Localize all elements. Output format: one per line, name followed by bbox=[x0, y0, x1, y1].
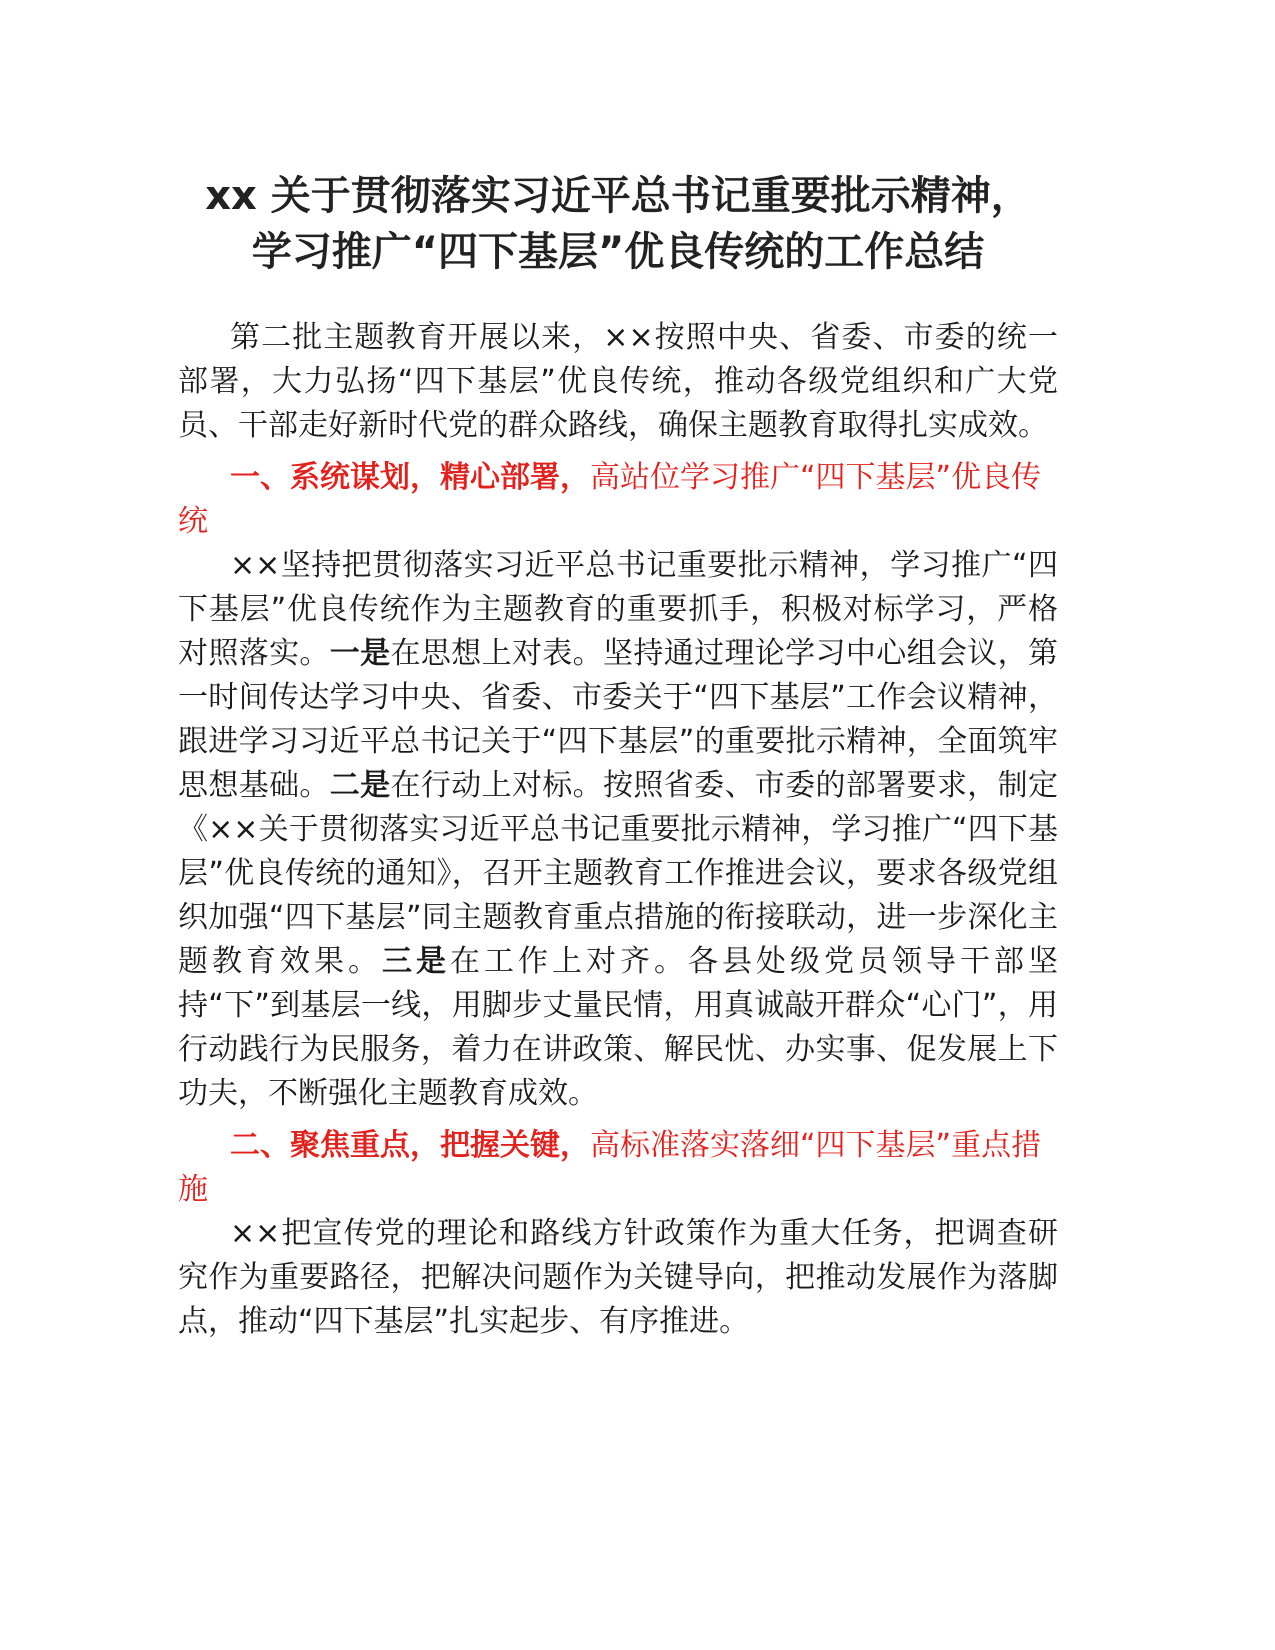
section-1-heading-lead: 一、系统谋划，精心部署， bbox=[230, 460, 590, 495]
intro-paragraph: 第二批主题教育开展以来，××按照中央、省委、市委的统一部署，大力弘扬“四下基层”优良传统，推动各级党组织和广大党员、干部走好新时代党的群众路线，确保主题教育取得扎实成效。 bbox=[178, 320, 1058, 443]
point-2-text: 在行动上对标。按照省委、市委的部署要求，制定《××关于贯彻落实习近平总书记重要批示精神，学习推广“四下基层”优良传统的通知》，召开主题教育工作推进会议，要求各级党组织加强“四下基层”同主题教育重点措施的衔接联动，进一步深化主题教育效果。 bbox=[178, 768, 1059, 979]
point-1-label: 一是 bbox=[329, 636, 391, 671]
point-1-text: 在思想上对表。坚持通过理论学习中心组会议，第一时间传达学习中央、省委、市委关于“四下基层”工作会议精神，跟进学习习近平总书记关于“四下基层”的重要批示精神，全面筑牢思想基础。 bbox=[178, 636, 1059, 803]
section-1-opening-text: ××坚持把贯彻落实习近平总书记重要批示精神，学习推广“四下基层”优良传统作为主题教育的重要抓手，积极对标学习，严格对照落实。 bbox=[178, 548, 1058, 671]
document-title bbox=[178, 168, 1058, 280]
section-2-paragraph: ××把宣传党的理论和路线方针政策作为重大任务，把调查研究作为重要路径，把解决问题作为关键导向，把推动发展作为落脚点，推动“四下基层”扎实起步、有序推进。 bbox=[178, 1216, 1058, 1339]
section-1-paragraph bbox=[178, 544, 1058, 1116]
title-line-2: 学习推广“四下基层”优良传统的工作总结 bbox=[251, 229, 985, 275]
section-1-heading-rest: 高站位学习推广“四下基层”优良传统 bbox=[178, 460, 1042, 539]
document-page bbox=[178, 168, 1058, 1350]
section-1-heading bbox=[178, 456, 1058, 544]
point-2-label: 二是 bbox=[329, 768, 391, 803]
title-line-1: xx 关于贯彻落实习近平总书记重要批示精神， bbox=[205, 173, 1031, 219]
section-2-heading-lead: 二、聚焦重点，把握关键， bbox=[230, 1128, 590, 1163]
section-2-heading-rest: 高标准落实落细“四下基层”重点措施 bbox=[178, 1128, 1042, 1207]
point-3-label: 三是 bbox=[382, 944, 450, 979]
section-2-heading bbox=[178, 1124, 1058, 1212]
point-3-text: 在工作上对齐。各县处级党员领导干部坚持“下”到基层一线，用脚步丈量民情，用真诚敲开群众“心门”，用行动践行为民服务，着力在讲政策、解民忧、办实事、促发展上下功夫，不断强化主题教育成效。 bbox=[178, 944, 1058, 1111]
